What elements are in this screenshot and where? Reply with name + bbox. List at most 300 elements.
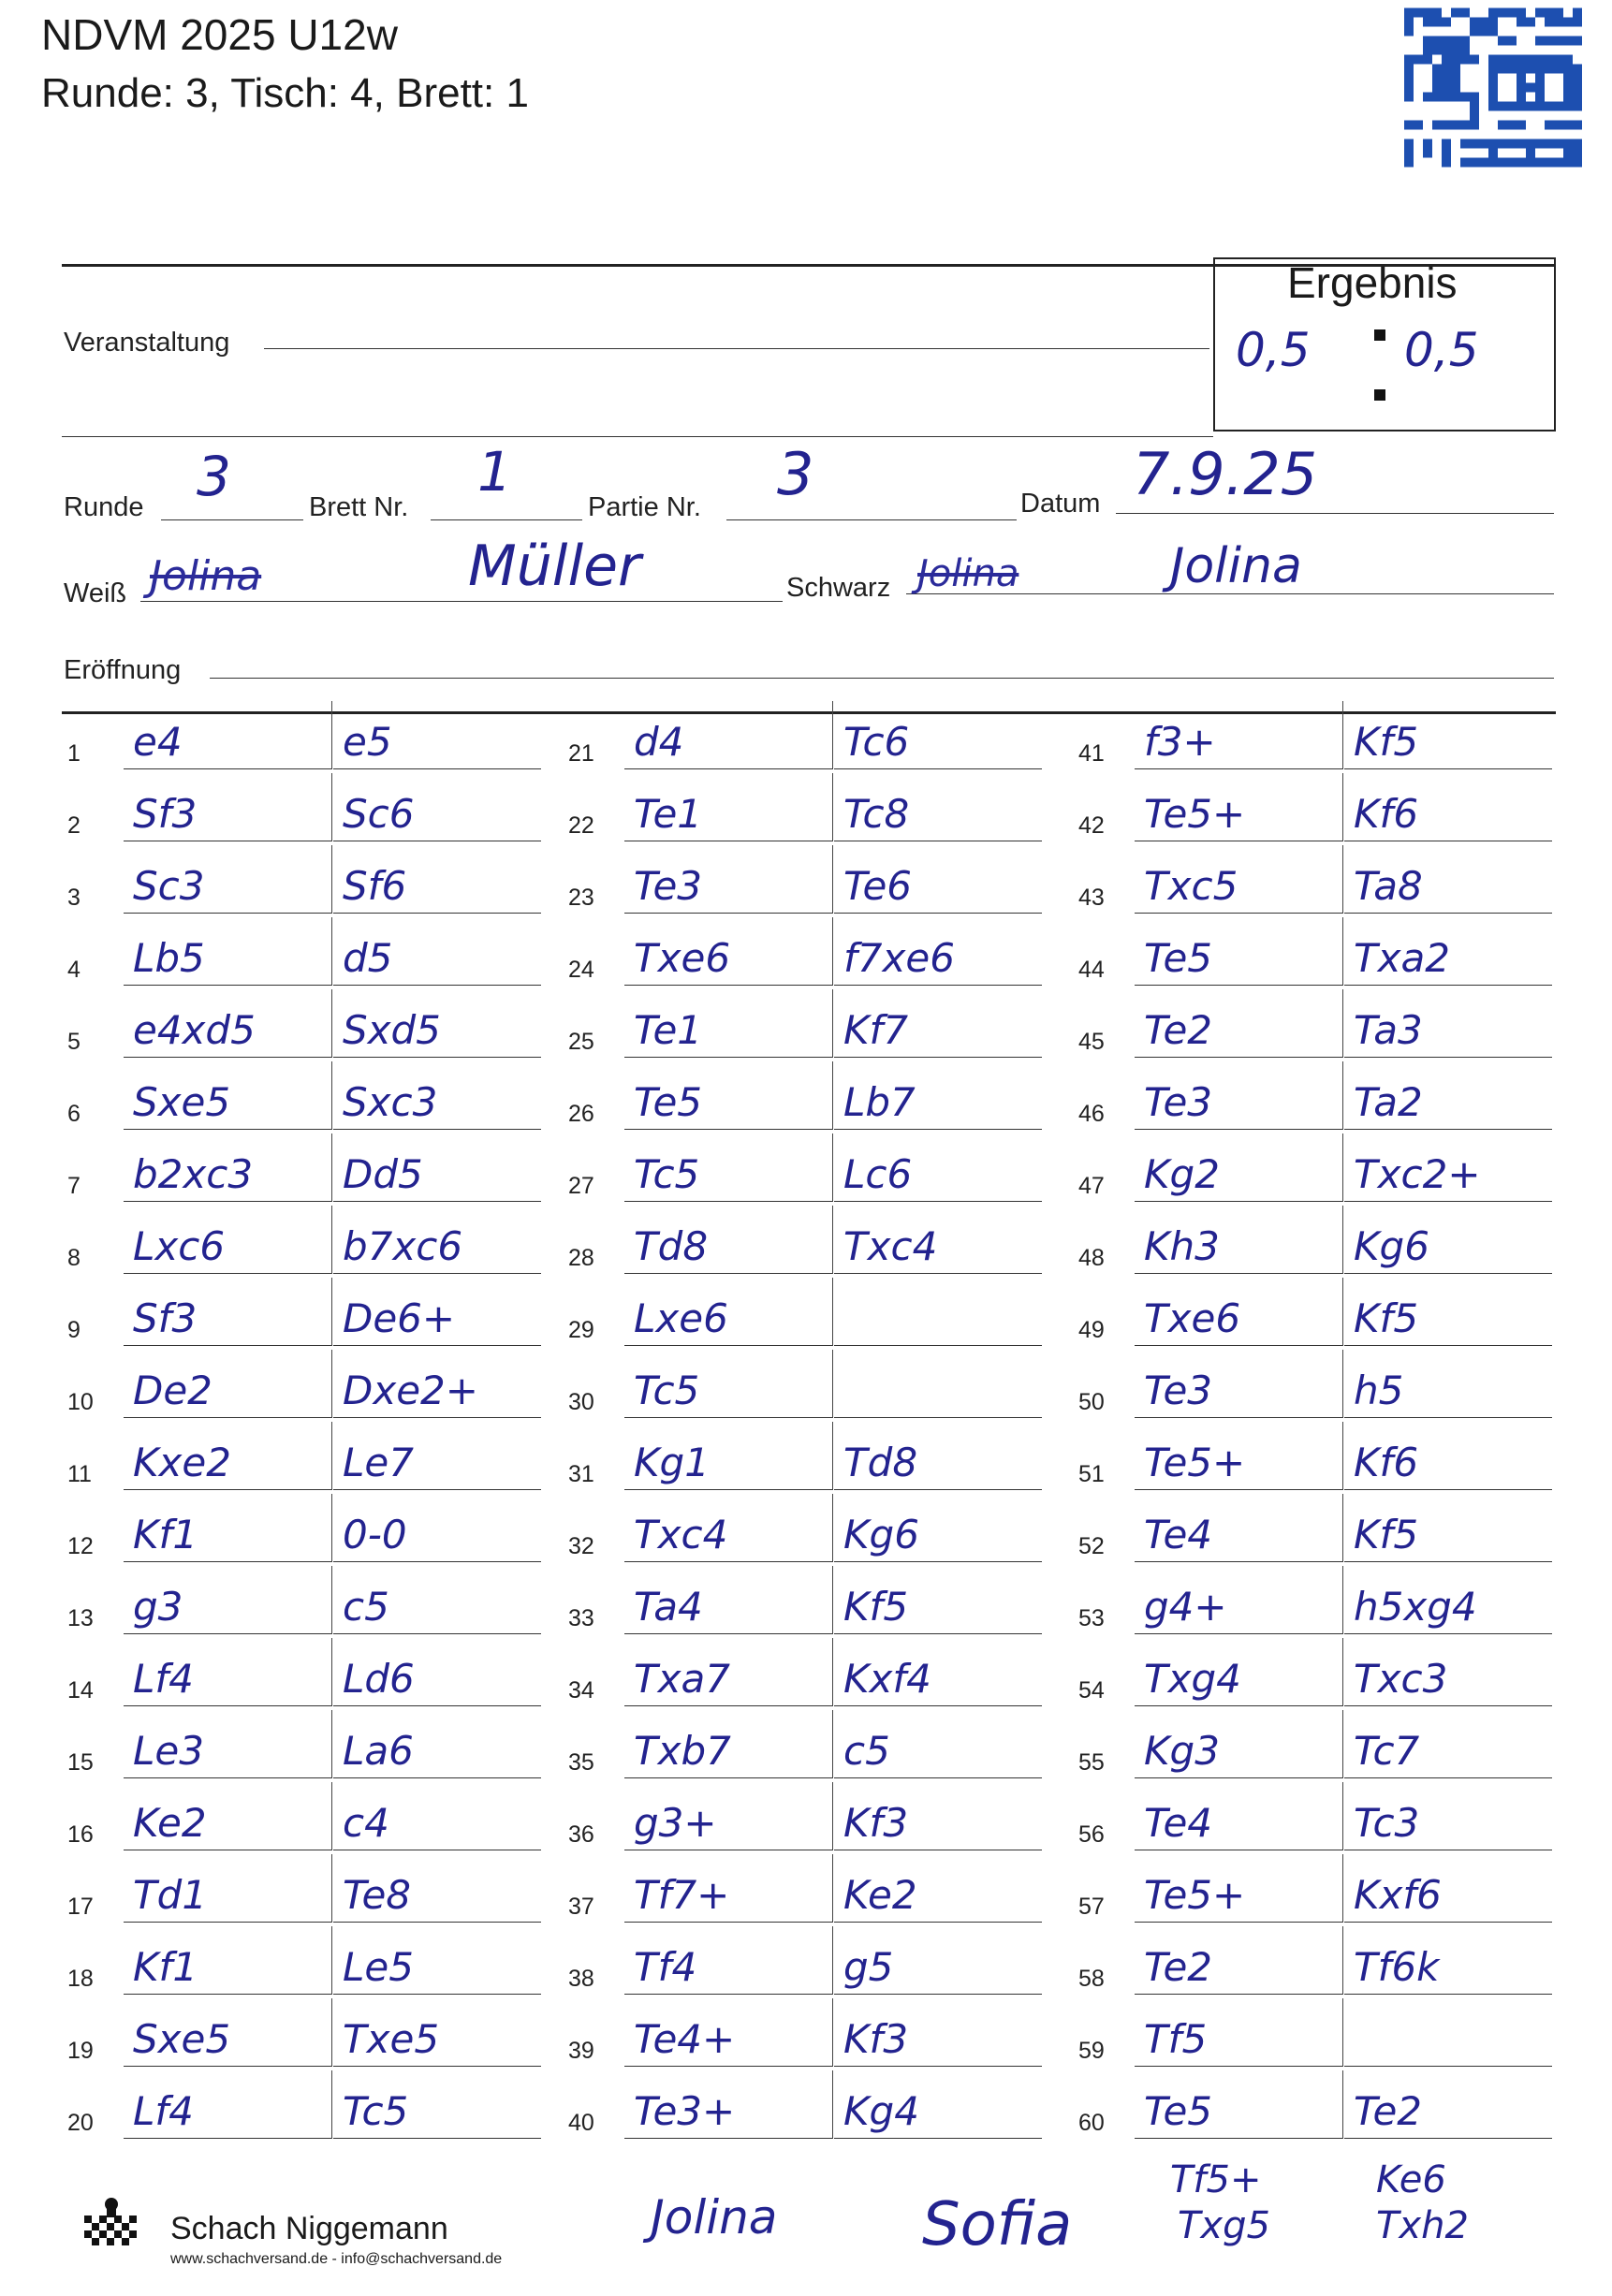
- black-move: Kf6: [1354, 791, 1419, 837]
- datum-label: Datum: [1020, 489, 1101, 519]
- black-move-cell: [333, 989, 541, 1058]
- white-move-cell: [624, 1854, 833, 1923]
- move-number: 53: [1078, 1605, 1105, 1631]
- black-move-cell: [333, 917, 541, 986]
- black-move-cell: [1344, 1061, 1552, 1130]
- black-move-cell: [834, 1494, 1042, 1562]
- black-move: b7xc6: [343, 1223, 463, 1269]
- move-row: [1078, 1567, 1551, 1638]
- move-row: [1078, 1206, 1551, 1278]
- white-move: Te5: [634, 1079, 703, 1125]
- move-number: 30: [568, 1389, 594, 1415]
- white-move-cell: [124, 1710, 332, 1778]
- black-move-cell: [834, 1638, 1042, 1706]
- schwarz-label: Schwarz: [786, 573, 891, 603]
- white-move: De2: [133, 1367, 212, 1413]
- weiss-crossed-out: Jolina: [150, 552, 262, 600]
- white-move-cell: [624, 1061, 833, 1130]
- white-move-cell: [1135, 1206, 1343, 1274]
- round-line: Runde: 3, Tisch: 4, Brett: 1: [41, 70, 529, 116]
- black-move: Ta2: [1354, 1079, 1423, 1125]
- black-move: Kf3: [843, 2016, 909, 2062]
- black-move: c5: [843, 1728, 890, 1774]
- black-move-cell: [333, 1494, 541, 1562]
- move-row: [67, 702, 540, 773]
- white-move: Lf4: [133, 1656, 194, 1702]
- white-move-cell: [124, 1278, 332, 1346]
- move-number: 36: [568, 1821, 594, 1848]
- white-move: Te1: [634, 791, 703, 837]
- black-move-cell: [333, 1422, 541, 1490]
- brett-value: 1: [477, 440, 512, 504]
- move-number: 44: [1078, 957, 1105, 983]
- black-move: Txc4: [843, 1223, 938, 1269]
- black-move-cell: [1344, 1350, 1552, 1418]
- black-move: Tf6k: [1354, 1944, 1440, 1990]
- white-move-cell: [124, 1854, 332, 1923]
- move-number: 27: [568, 1173, 594, 1199]
- black-move-cell: [834, 1350, 1042, 1418]
- white-move: Txa7: [634, 1656, 730, 1702]
- white-move-cell: [124, 1494, 332, 1562]
- runde-label: Runde: [64, 492, 144, 522]
- white-move-cell: [624, 1710, 833, 1778]
- move-row: [568, 1783, 1041, 1854]
- white-move: Tc5: [634, 1151, 700, 1197]
- white-move: f3+: [1144, 719, 1216, 765]
- move-row: [67, 990, 540, 1061]
- move-row: [67, 1711, 540, 1782]
- black-move-cell: [1344, 2070, 1552, 2139]
- move-number: 52: [1078, 1533, 1105, 1559]
- white-move-cell: [624, 1566, 833, 1634]
- black-move: Txa2: [1354, 935, 1450, 981]
- move-number: 20: [67, 2110, 94, 2136]
- white-move: Te3: [1144, 1367, 1213, 1413]
- white-move-cell: [124, 1926, 332, 1995]
- black-move-cell: [1344, 1206, 1552, 1274]
- white-move: Le3: [133, 1728, 204, 1774]
- white-move-cell: [624, 773, 833, 841]
- move-row: [568, 990, 1041, 1061]
- white-move-cell: [624, 1638, 833, 1706]
- white-move: Sc3: [133, 863, 205, 909]
- move-row: [568, 1567, 1041, 1638]
- move-row: [568, 1927, 1041, 1998]
- white-move-cell: [1135, 845, 1343, 914]
- black-move-cell: [333, 773, 541, 841]
- white-move-cell: [1135, 701, 1343, 769]
- white-move: Te5+: [1144, 1872, 1246, 1918]
- black-move: e5: [343, 719, 392, 765]
- black-move-cell: [834, 1422, 1042, 1490]
- white-move-cell: [124, 773, 332, 841]
- black-move-cell: [834, 1133, 1042, 1202]
- schwarz-crossed-out: Jolina: [917, 552, 1019, 595]
- white-move: Txe6: [1144, 1295, 1241, 1341]
- black-move: Kg6: [1354, 1223, 1429, 1269]
- black-move: Kf5: [1354, 1295, 1419, 1341]
- runde-value: 3: [197, 445, 231, 508]
- move-row: [1078, 1927, 1551, 1998]
- move-row: [1078, 2071, 1551, 2142]
- white-move-cell: [124, 1638, 332, 1706]
- black-move: Ta8: [1354, 863, 1423, 909]
- move-row: [1078, 1134, 1551, 1206]
- black-move-cell: [333, 845, 541, 914]
- black-move: h5xg4: [1354, 1584, 1477, 1630]
- brett-label: Brett Nr.: [309, 492, 409, 522]
- black-move-cell: [333, 1710, 541, 1778]
- move-row: [67, 1927, 540, 1998]
- white-move-cell: [624, 1494, 833, 1562]
- white-move: d4: [634, 719, 684, 765]
- white-move-cell: [1135, 2070, 1343, 2139]
- white-move: Te5: [1144, 935, 1213, 981]
- black-move-cell: [834, 1710, 1042, 1778]
- move-number: 13: [67, 1605, 94, 1631]
- black-move-cell: [834, 1782, 1042, 1850]
- move-number: 12: [67, 1533, 94, 1559]
- result-colon-top: [1374, 329, 1385, 341]
- white-move: Kf1: [133, 1512, 198, 1557]
- extra-white-2: Txg5: [1178, 2204, 1270, 2247]
- white-move: b2xc3: [133, 1151, 254, 1197]
- move-number: 33: [568, 1605, 594, 1631]
- black-move-cell: [1344, 917, 1552, 986]
- move-row: [1078, 774, 1551, 845]
- white-move: Sxe5: [133, 2016, 231, 2062]
- move-number: 32: [568, 1533, 594, 1559]
- move-number: 6: [67, 1101, 81, 1127]
- white-move-cell: [624, 1206, 833, 1274]
- white-move-cell: [1135, 1350, 1343, 1418]
- black-move: Le5: [343, 1944, 414, 1990]
- move-row: [67, 1639, 540, 1710]
- black-move-cell: [333, 1998, 541, 2067]
- white-move-cell: [124, 2070, 332, 2139]
- black-move: Kg4: [843, 2088, 919, 2134]
- move-number: 3: [67, 885, 81, 911]
- black-move-cell: [834, 1998, 1042, 2067]
- move-number: 50: [1078, 1389, 1105, 1415]
- brand-contact: www.schachversand.de - info@schachversand.de: [170, 2251, 503, 2267]
- move-row: [1078, 702, 1551, 773]
- white-move: Td8: [634, 1223, 709, 1269]
- white-move-cell: [124, 1782, 332, 1850]
- black-move-cell: [333, 1926, 541, 1995]
- black-move: Ke2: [843, 1872, 917, 1918]
- move-row: [568, 1999, 1041, 2070]
- white-move: Kh3: [1144, 1223, 1220, 1269]
- weiss-value: Müller: [468, 534, 641, 599]
- move-row: [67, 1423, 540, 1494]
- move-row: [568, 1855, 1041, 1926]
- black-move-cell: [1344, 1854, 1552, 1923]
- partie-value: 3: [777, 440, 814, 508]
- move-number: 16: [67, 1821, 94, 1848]
- white-move: Kg1: [634, 1440, 710, 1485]
- move-row: [568, 1639, 1041, 1710]
- white-move: Kxe2: [133, 1440, 231, 1485]
- move-row: [67, 1062, 540, 1133]
- black-move: Ta3: [1354, 1007, 1423, 1053]
- white-move: Tc5: [634, 1367, 700, 1413]
- black-move-cell: [333, 1566, 541, 1634]
- move-number: 41: [1078, 740, 1105, 767]
- white-move-cell: [624, 1350, 833, 1418]
- white-move: Te3: [1144, 1079, 1213, 1125]
- white-move: Txc4: [634, 1512, 728, 1557]
- white-move-cell: [1135, 1854, 1343, 1923]
- black-move: De6+: [343, 1295, 456, 1341]
- veranstaltung-label: Veranstaltung: [64, 328, 230, 358]
- move-number: 9: [67, 1317, 81, 1343]
- white-move-cell: [124, 1566, 332, 1634]
- white-move: Tf7+: [634, 1872, 730, 1918]
- move-row: [568, 1206, 1041, 1278]
- move-number: 19: [67, 2038, 94, 2064]
- black-move-cell: [333, 701, 541, 769]
- white-move-cell: [624, 1422, 833, 1490]
- black-move: g5: [843, 1944, 894, 1990]
- white-move: e4xd5: [133, 1007, 256, 1053]
- black-move-cell: [1344, 1494, 1552, 1562]
- move-row: [67, 1351, 540, 1422]
- move-number: 49: [1078, 1317, 1105, 1343]
- white-move: Lb5: [133, 935, 205, 981]
- black-move: Tc7: [1354, 1728, 1420, 1774]
- move-row: [67, 2071, 540, 2142]
- move-row: [1078, 1855, 1551, 1926]
- black-move: Kf7: [843, 1007, 909, 1053]
- move-row: [568, 2071, 1041, 2142]
- move-row: [1078, 1351, 1551, 1422]
- white-move: Te3: [634, 863, 703, 909]
- white-move-cell: [624, 917, 833, 986]
- white-move: Kf1: [133, 1944, 198, 1990]
- move-number: 38: [568, 1966, 594, 1992]
- signature-white: Jolina: [651, 2190, 778, 2245]
- black-move-cell: [333, 1350, 541, 1418]
- move-row: [568, 1134, 1041, 1206]
- move-number: 31: [568, 1461, 594, 1487]
- black-move: Sf6: [343, 863, 407, 909]
- weiss-label: Weiß: [64, 578, 127, 608]
- move-number: 48: [1078, 1245, 1105, 1271]
- black-move: Kf5: [1354, 1512, 1419, 1557]
- black-move: Tc6: [843, 719, 910, 765]
- white-move-cell: [1135, 1061, 1343, 1130]
- move-number: 22: [568, 812, 594, 839]
- black-move-cell: [333, 1278, 541, 1346]
- black-move: h5: [1354, 1367, 1404, 1413]
- move-row: [67, 1279, 540, 1350]
- black-move: c5: [343, 1584, 389, 1630]
- move-row: [568, 1279, 1041, 1350]
- black-move: Te2: [1354, 2088, 1423, 2134]
- white-move: Te5+: [1144, 791, 1246, 837]
- black-move: d5: [343, 935, 393, 981]
- move-row: [568, 846, 1041, 917]
- move-row: [568, 702, 1041, 773]
- move-row: [1078, 1639, 1551, 1710]
- white-move-cell: [124, 1422, 332, 1490]
- move-number: 26: [568, 1101, 594, 1127]
- black-move-cell: [834, 917, 1042, 986]
- black-move: Kg6: [843, 1512, 919, 1557]
- eroeffnung-label: Eröffnung: [64, 655, 182, 685]
- white-move: g3+: [634, 1800, 717, 1846]
- black-move-cell: [834, 1566, 1042, 1634]
- white-move: Te4: [1144, 1800, 1213, 1846]
- white-move-cell: [624, 845, 833, 914]
- event-title: NDVM 2025 U12w: [41, 10, 398, 59]
- white-move-cell: [624, 1998, 833, 2067]
- move-row: [67, 918, 540, 989]
- move-number: 4: [67, 957, 81, 983]
- move-number: 40: [568, 2110, 594, 2136]
- white-move: Lxc6: [133, 1223, 226, 1269]
- black-move: Txc3: [1354, 1656, 1448, 1702]
- white-move-cell: [124, 1133, 332, 1202]
- move-row: [67, 1134, 540, 1206]
- white-move-cell: [124, 917, 332, 986]
- move-number: 34: [568, 1677, 594, 1704]
- black-move-cell: [333, 1206, 541, 1274]
- white-move-cell: [624, 1133, 833, 1202]
- white-move: Kg3: [1144, 1728, 1220, 1774]
- white-move-cell: [1135, 917, 1343, 986]
- white-move-cell: [624, 1278, 833, 1346]
- white-move-cell: [1135, 1566, 1343, 1634]
- move-row: [1078, 1423, 1551, 1494]
- black-move: Kxf6: [1354, 1872, 1442, 1918]
- chess-logo-icon: [81, 2195, 146, 2251]
- move-row: [67, 1567, 540, 1638]
- black-move-cell: [333, 1638, 541, 1706]
- white-move: Te5: [1144, 2088, 1213, 2134]
- black-move: Lc6: [843, 1151, 913, 1197]
- white-move: Sxe5: [133, 1079, 231, 1125]
- move-row: [568, 1711, 1041, 1782]
- white-move-cell: [624, 2070, 833, 2139]
- white-move-cell: [124, 1061, 332, 1130]
- move-number: 42: [1078, 812, 1105, 839]
- white-move-cell: [124, 701, 332, 769]
- move-row: [67, 1855, 540, 1926]
- black-move-cell: [834, 773, 1042, 841]
- black-move: f7xe6: [843, 935, 955, 981]
- black-move: Kf6: [1354, 1440, 1419, 1485]
- move-number: 10: [67, 1389, 94, 1415]
- black-move-cell: [1344, 773, 1552, 841]
- result-black: 0,5: [1404, 323, 1479, 377]
- black-move: Sxc3: [343, 1079, 438, 1125]
- move-row: [67, 1783, 540, 1854]
- black-move: Kxf4: [843, 1656, 931, 1702]
- black-move: Le7: [343, 1440, 414, 1485]
- move-number: 24: [568, 957, 594, 983]
- white-move: Te5+: [1144, 1440, 1246, 1485]
- white-move: g4+: [1144, 1584, 1227, 1630]
- move-number: 17: [67, 1894, 94, 1920]
- black-move-cell: [834, 701, 1042, 769]
- black-move: Td8: [843, 1440, 918, 1485]
- white-move: Te4+: [634, 2016, 736, 2062]
- black-move: Kf5: [1354, 719, 1419, 765]
- white-move-cell: [624, 989, 833, 1058]
- white-move-cell: [124, 1998, 332, 2067]
- move-row: [568, 1423, 1041, 1494]
- move-number: 43: [1078, 885, 1105, 911]
- white-move: Tf5: [1144, 2016, 1208, 2062]
- white-move-cell: [1135, 1926, 1343, 1995]
- move-number: 18: [67, 1966, 94, 1992]
- white-move-cell: [124, 1206, 332, 1274]
- white-move: Te4: [1144, 1512, 1213, 1557]
- white-move-cell: [124, 1350, 332, 1418]
- move-number: 35: [568, 1749, 594, 1776]
- move-number: 28: [568, 1245, 594, 1271]
- move-row: [1078, 1062, 1551, 1133]
- move-number: 29: [568, 1317, 594, 1343]
- white-move-cell: [624, 1782, 833, 1850]
- white-move-cell: [1135, 1494, 1343, 1562]
- move-number: 25: [568, 1029, 594, 1055]
- move-number: 7: [67, 1173, 81, 1199]
- black-move-cell: [834, 989, 1042, 1058]
- black-move: Txe5: [343, 2016, 440, 2062]
- white-move: Sf3: [133, 1295, 198, 1341]
- move-number: 56: [1078, 1821, 1105, 1848]
- black-move: Tc3: [1354, 1800, 1420, 1846]
- move-row: [67, 774, 540, 845]
- black-move: Ld6: [343, 1656, 415, 1702]
- black-move: La6: [343, 1728, 414, 1774]
- black-move: 0-0: [343, 1512, 407, 1557]
- white-move-cell: [624, 701, 833, 769]
- white-move-cell: [1135, 989, 1343, 1058]
- white-move: Ta4: [634, 1584, 703, 1630]
- white-move-cell: [124, 989, 332, 1058]
- white-move: Lf4: [133, 2088, 194, 2134]
- black-move-cell: [333, 1782, 541, 1850]
- black-move: Kf5: [843, 1584, 909, 1630]
- schwarz-value: Jolina: [1170, 538, 1302, 594]
- black-move-cell: [1344, 1566, 1552, 1634]
- move-number: 46: [1078, 1101, 1105, 1127]
- black-move-cell: [1344, 1638, 1552, 1706]
- move-row: [1078, 1495, 1551, 1566]
- move-row: [1078, 1711, 1551, 1782]
- datum-value: 7.9.25: [1133, 440, 1318, 508]
- move-row: [67, 1999, 540, 2070]
- partie-label: Partie Nr.: [588, 492, 701, 522]
- white-move: e4: [133, 719, 183, 765]
- black-move: Dd5: [343, 1151, 423, 1197]
- white-move-cell: [1135, 1998, 1343, 2067]
- white-move-cell: [624, 1926, 833, 1995]
- move-number: 59: [1078, 2038, 1105, 2064]
- ergebnis-label: Ergebnis: [1287, 258, 1458, 307]
- move-number: 23: [568, 885, 594, 911]
- move-row: [67, 1206, 540, 1278]
- black-move-cell: [333, 2070, 541, 2139]
- move-row: [568, 1495, 1041, 1566]
- black-move-cell: [1344, 989, 1552, 1058]
- qr-code: [1404, 6, 1582, 169]
